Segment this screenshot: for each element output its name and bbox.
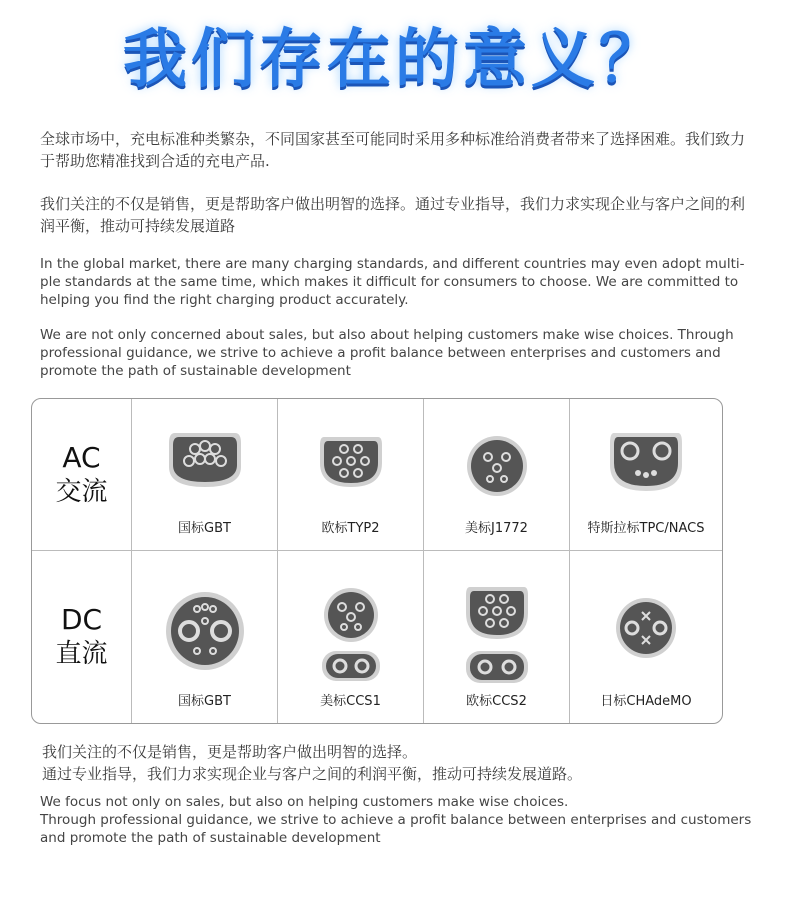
dc-ccs1-cell <box>278 551 424 723</box>
ac-type2-cell <box>278 399 424 551</box>
ac-type2-caption: 欧标TYP2 <box>321 521 380 536</box>
ac-nacs-caption: 特斯拉标TPC/NACS <box>587 521 705 536</box>
dc-ccs2-caption: 欧标CCS2 <box>466 694 527 709</box>
ccs1-plug-icon <box>320 587 382 683</box>
dc-ccs2-cell <box>424 551 570 723</box>
ac-gbt-caption: 国标GBT <box>178 521 231 536</box>
intro-zh-1: 全球市场中，充电标准种类繁杂，不同国家甚至可能同时采用多种标准给消费者带来了选择困难。我们致力于帮助您精准找到合适的充电产品. <box>40 130 746 170</box>
ac-label-zh: 交流 <box>55 476 108 507</box>
ccs2-plug-icon <box>464 585 530 685</box>
nacs-plug-icon <box>608 429 684 495</box>
gbt-dc-plug-icon <box>165 591 245 671</box>
dc-ccs1-caption: 美标CCS1 <box>320 694 381 709</box>
footer-zh-2: 通过专业指导，我们力求实现企业与客户之间的利润平衡，推动可持续发展道路。 <box>42 765 583 783</box>
j1772-plug-icon <box>466 435 528 497</box>
chademo-plug-icon <box>615 597 677 659</box>
page-title: 我们存在的意义？ <box>123 23 667 97</box>
dc-gbt-caption: 国标GBT <box>178 694 231 709</box>
dc-label: DC <box>60 603 103 636</box>
ac-gbt-cell <box>132 399 278 551</box>
type2-plug-icon <box>318 433 384 489</box>
intro-en-2: We are not only concerned about sales, but also about helping customers make wise choices. Through professional guidance, we strive to achieve a profit balance between enterprises and customers and promote the path of sustainable development <box>40 327 734 379</box>
ac-j1772-caption: 美标J1772 <box>465 521 528 536</box>
charger-standards-table <box>31 398 723 724</box>
dc-chademo-caption: 日标CHAdeMO <box>600 694 692 709</box>
gbt-ac-plug-icon <box>167 427 243 491</box>
ac-label: AC <box>62 440 101 474</box>
footer-zh-1: 我们关注的不仅是销售，更是帮助客户做出明智的选择。 <box>42 743 418 761</box>
intro-zh-2: 我们关注的不仅是销售，更是帮助客户做出明智的选择。通过专业指导，我们力求实现企业与客户之间的利润平衡，推动可持续发展道路 <box>40 195 746 235</box>
intro-en-1: In the global market, there are many charging standards, and different countries may even adopt multi-ple standards at the same time, which makes it difficult for consumers to choose. We are committed to helping you find the right charging product accurately. <box>40 256 745 308</box>
dc-gbt-cell <box>132 551 278 723</box>
ac-row-header <box>32 399 132 551</box>
footer-en-2: Through professional guidance, we strive to achieve a profit balance between enterprises and customers and promote the path of sustainable development <box>40 812 752 846</box>
dc-label-zh: 直流 <box>55 639 108 669</box>
dc-chademo-cell <box>570 551 722 723</box>
footer-en-1: We focus not only on sales, but also on helping customers make wise choices. <box>40 794 569 810</box>
ac-nacs-cell <box>570 399 722 551</box>
dc-row-header <box>32 551 132 723</box>
ac-j1772-cell <box>424 399 570 551</box>
